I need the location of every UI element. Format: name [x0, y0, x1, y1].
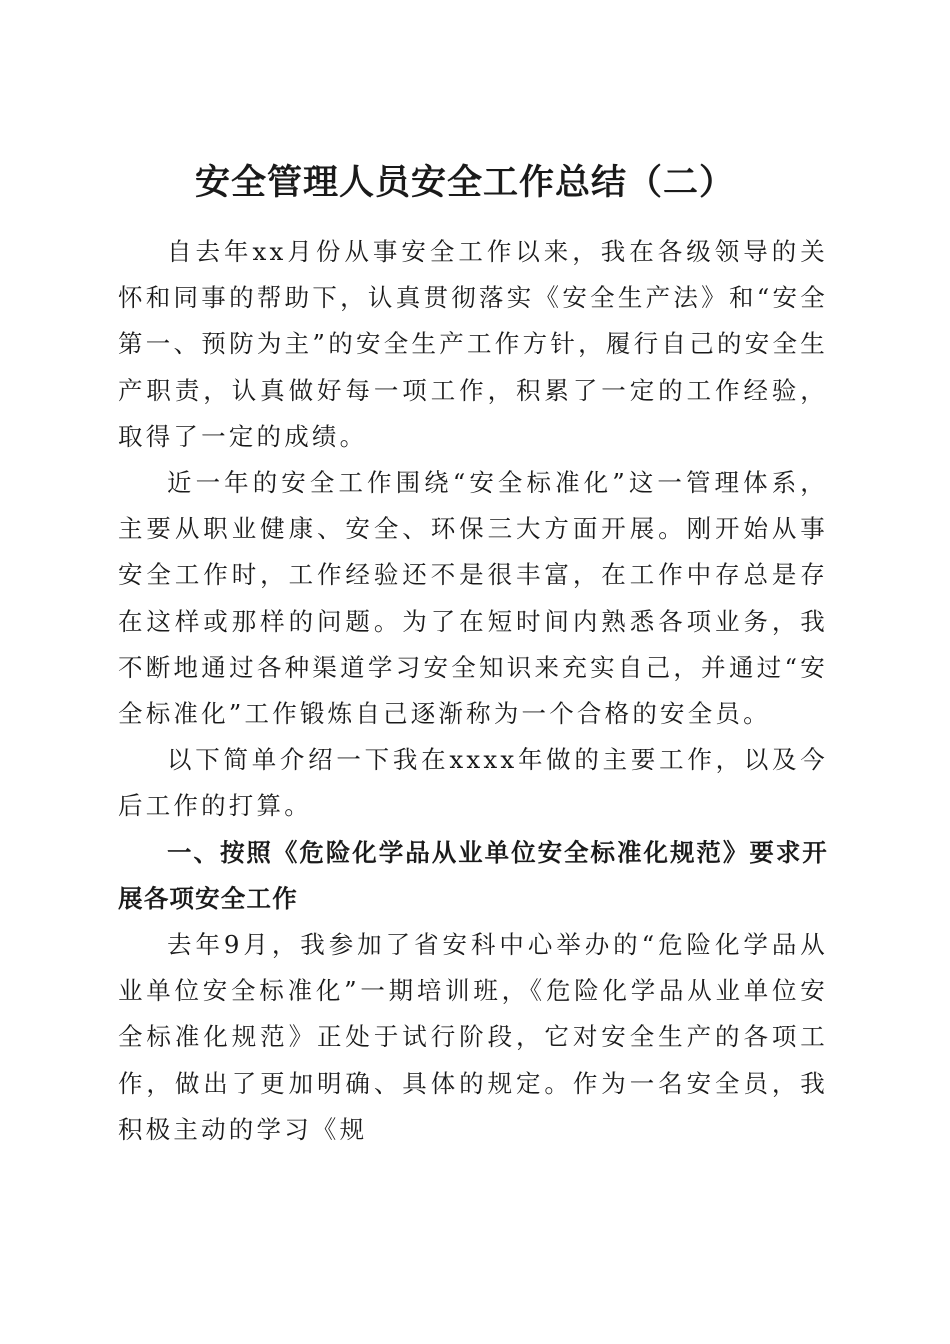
paragraph-overview: 以下简单介绍一下我在xxxx年做的主要工作，以及今后工作的打算。: [118, 745, 828, 821]
paragraph-intro: 自去年xx月份从事安全工作以来，我在各级领导的关怀和同事的帮助下，认真贯彻落实《安全生产法》和“安全第一、预防为主”的安全生产工作方针，履行自己的安全生产职责，认真做好每一项工作，积累了一定的工作经验，取得了一定的成绩。: [118, 237, 828, 451]
document-body: [118, 229, 828, 1153]
document-title: 安全管理人员安全工作总结（二）: [194, 162, 735, 204]
paragraph-training: 去年9月，我参加了省安科中心举办的“危险化学品从业单位安全标准化”一期培训班，《危险化学品从业单位安全标准化规范》正处于试行阶段，它对安全生产的各项工作，做出了更加明确、具体的规定。作为一名安全员，我积极主动的学习《规: [118, 930, 828, 1144]
section-heading: 一、按照《危险化学品从业单位安全标准化规范》要求开展各项安全工作: [118, 837, 828, 913]
paragraph-standardization: 近一年的安全工作围绕“安全标准化”这一管理体系，主要从职业健康、安全、环保三大方面开展。刚开始从事安全工作时，工作经验还不是很丰富，在工作中存总是存在这样或那样的问题。为了在短时间内熟悉各项业务，我不断地通过各种渠道学习安全知识来充实自己，并通过“安全标准化”工作锻炼自己逐渐称为一个合格的安全员。: [118, 468, 828, 729]
